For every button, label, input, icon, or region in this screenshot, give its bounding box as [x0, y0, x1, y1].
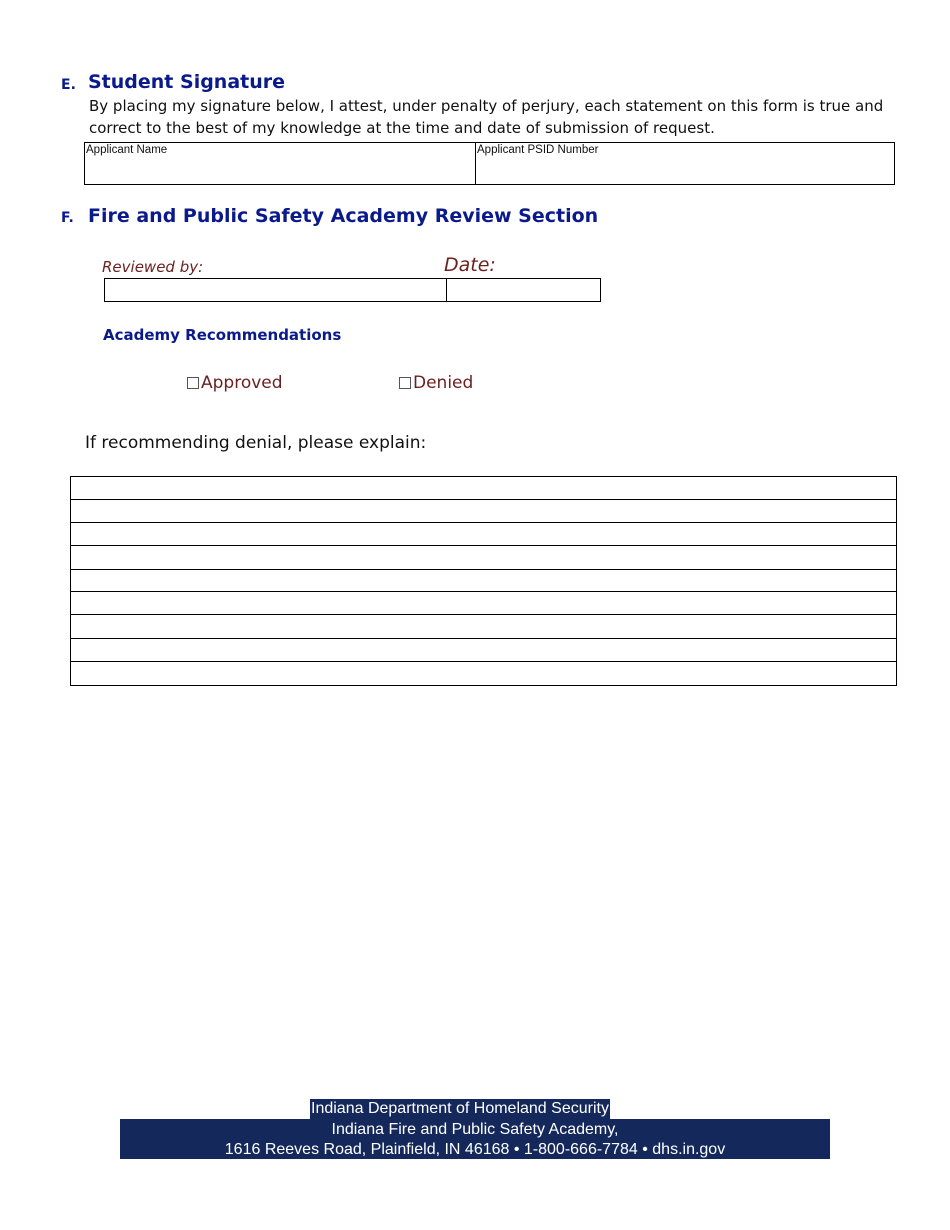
applicant-name-field[interactable]	[84, 142, 476, 185]
applicant-psid-field[interactable]	[475, 142, 895, 185]
attestation-line-2: correct to the best of my knowledge at the time and date of submission of request.	[89, 119, 715, 137]
section-f-letter: F.	[61, 210, 74, 226]
date-label: Date:	[444, 254, 496, 276]
approved-label: Approved	[201, 373, 283, 393]
approved-option[interactable]	[187, 373, 283, 393]
denied-checkbox[interactable]	[399, 377, 411, 389]
explanation-row[interactable]	[70, 545, 897, 570]
footer-agency-name: Indiana Department of Homeland Security	[311, 1100, 609, 1117]
explanation-row[interactable]	[70, 569, 897, 592]
explanation-row[interactable]	[70, 591, 897, 615]
footer-academy-wrap	[120, 1119, 830, 1140]
footer-academy-name: Indiana Fire and Public Safety Academy,	[331, 1121, 619, 1138]
section-e-letter: E.	[61, 77, 76, 93]
section-f-title: Fire and Public Safety Academy Review Section	[88, 205, 599, 227]
attestation-line-1: By placing my signature below, I attest, under penalty of perjury, each statement on this form is true and	[89, 97, 884, 115]
explanation-row[interactable]	[70, 499, 897, 523]
reviewed-by-label: Reviewed by:	[102, 258, 204, 276]
review-date-field[interactable]	[446, 278, 601, 302]
explanation-row[interactable]	[70, 614, 897, 639]
applicant-psid-label: Applicant PSID Number	[477, 144, 599, 156]
explanation-row[interactable]	[70, 522, 897, 546]
section-e-title: Student Signature	[88, 71, 286, 93]
academy-recommendations-heading: Academy Recommendations	[103, 326, 342, 344]
denial-explain-prompt: If recommending denial, please explain:	[85, 433, 427, 453]
explanation-row[interactable]	[70, 661, 897, 686]
denied-label: Denied	[413, 373, 474, 393]
footer-contact-wrap	[120, 1139, 830, 1160]
approved-checkbox[interactable]	[187, 377, 199, 389]
applicant-name-label: Applicant Name	[86, 144, 168, 156]
explanation-row[interactable]	[70, 638, 897, 662]
footer-contact-line: 1616 Reeves Road, Plainfield, IN 46168 • 1-800-666-7784 • dhs.in.gov	[224, 1141, 726, 1158]
denied-option[interactable]	[399, 373, 473, 393]
reviewed-by-field[interactable]	[104, 278, 447, 302]
explanation-row[interactable]	[70, 476, 897, 500]
